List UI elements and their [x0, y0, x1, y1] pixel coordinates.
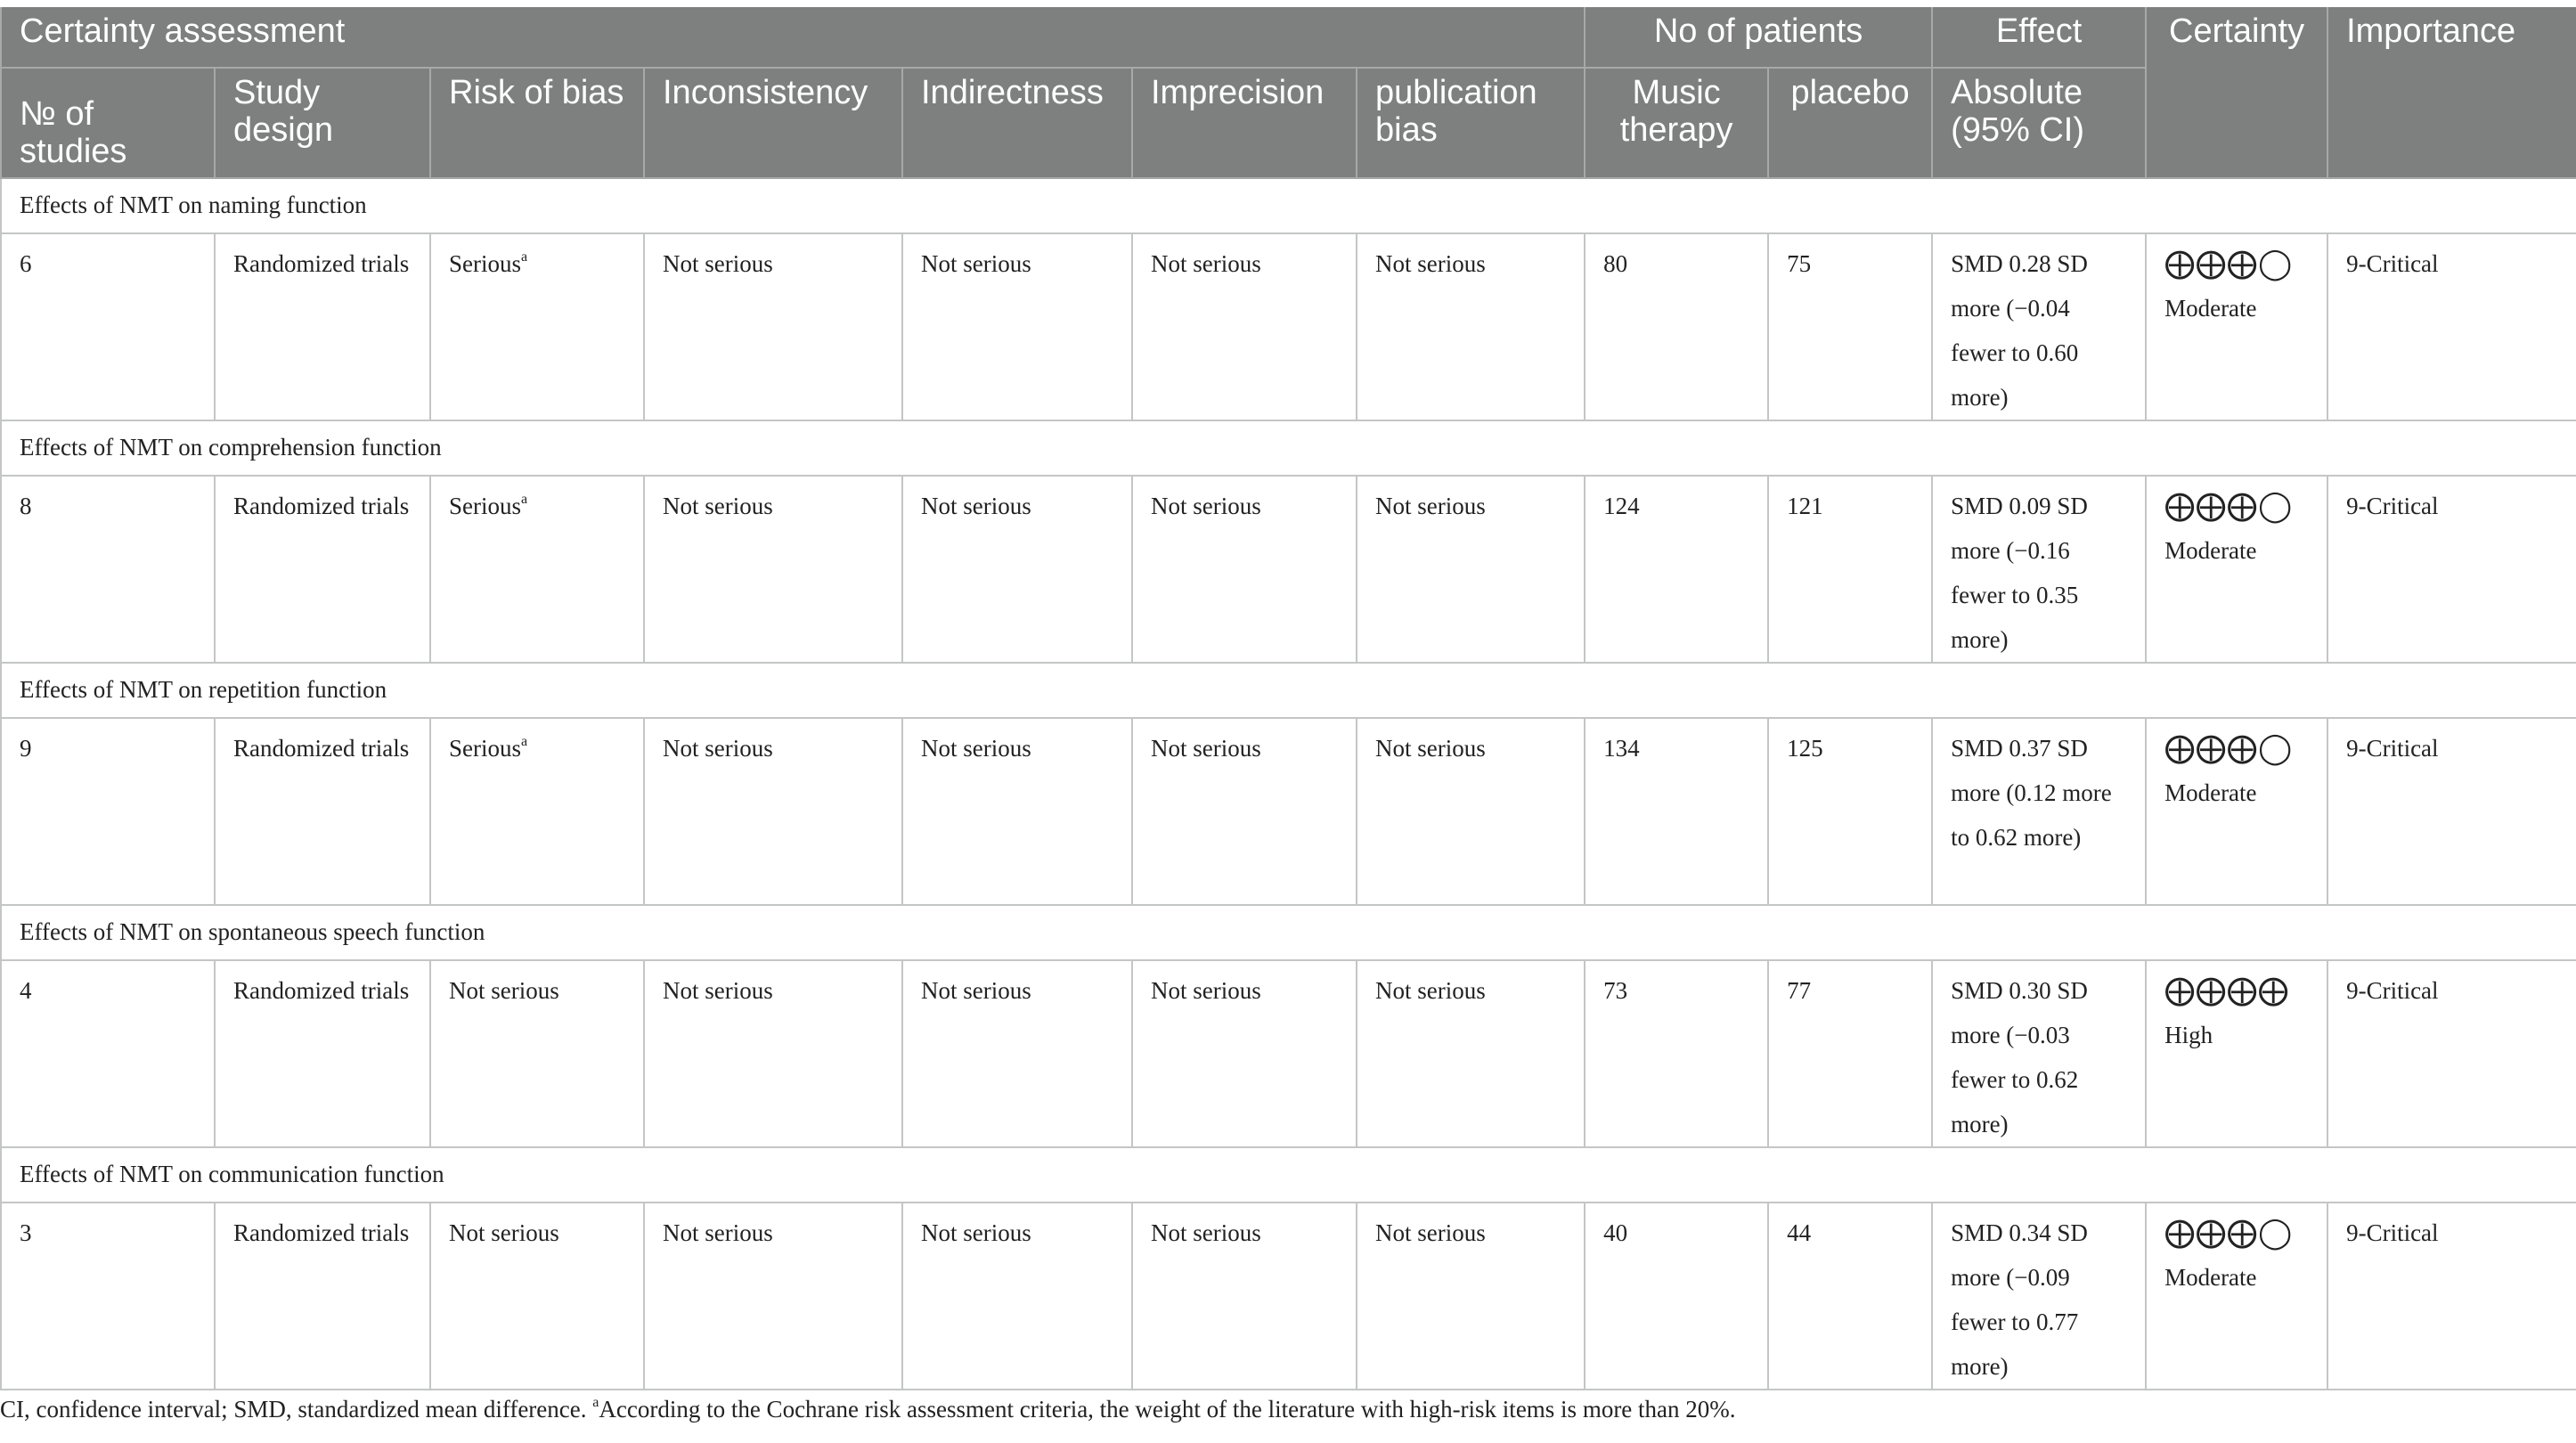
header-no-of-studies: № of studies — [1, 68, 215, 178]
cell-certainty — [2146, 476, 2327, 663]
header-music-therapy: Music therapy — [1585, 68, 1768, 178]
risk-of-bias-footnote-marker: a — [521, 249, 528, 265]
header-indirectness: Indirectness — [902, 68, 1132, 178]
cell-risk-of-bias — [430, 960, 644, 1147]
cell-music-therapy: 124 — [1585, 476, 1768, 663]
cell-importance: 9-Critical — [2327, 1202, 2576, 1390]
header-inconsistency: Inconsistency — [644, 68, 902, 178]
section-title: Effects of NMT on communication function — [1, 1147, 2576, 1202]
cell-placebo: 44 — [1768, 1202, 1932, 1390]
cell-risk-of-bias — [430, 476, 644, 663]
certainty-rating-icon: ⨁⨁⨁◯ — [2164, 246, 2294, 281]
risk-of-bias-value: Not serious — [449, 977, 559, 1004]
risk-of-bias-value: Serious — [449, 250, 521, 277]
cell-certainty — [2146, 233, 2327, 420]
cell-indirectness: Not serious — [902, 960, 1132, 1147]
header-importance: Importance — [2327, 7, 2576, 178]
cell-placebo: 75 — [1768, 233, 1932, 420]
table-row — [1, 476, 2576, 663]
cell-imprecision: Not serious — [1132, 233, 1357, 420]
header-imprecision: Imprecision — [1132, 68, 1357, 178]
certainty-rating-icon: ⨁⨁⨁◯ — [2164, 730, 2294, 766]
section-row — [1, 905, 2576, 960]
section-row — [1, 178, 2576, 233]
cell-no-of-studies: 4 — [1, 960, 215, 1147]
cell-placebo: 125 — [1768, 718, 1932, 905]
certainty-label: High — [2164, 1022, 2213, 1048]
cell-music-therapy: 73 — [1585, 960, 1768, 1147]
certainty-rating-icon: ⨁⨁⨁◯ — [2164, 488, 2294, 524]
cell-music-therapy: 40 — [1585, 1202, 1768, 1390]
cell-risk-of-bias — [430, 233, 644, 420]
cell-study-design: Randomized trials — [215, 960, 430, 1147]
grade-evidence-table — [0, 7, 2576, 1390]
cell-no-of-studies: 3 — [1, 1202, 215, 1390]
cell-certainty — [2146, 960, 2327, 1147]
cell-imprecision: Not serious — [1132, 960, 1357, 1147]
cell-inconsistency: Not serious — [644, 1202, 902, 1390]
cell-study-design: Randomized trials — [215, 718, 430, 905]
table-row — [1, 1202, 2576, 1390]
header-publication-bias: publication bias — [1357, 68, 1585, 178]
header-study-design: Study design — [215, 68, 430, 178]
table-row — [1, 960, 2576, 1147]
section-title: Effects of NMT on repetition function — [1, 663, 2576, 718]
cell-publication-bias: Not serious — [1357, 233, 1585, 420]
cell-risk-of-bias — [430, 1202, 644, 1390]
section-row — [1, 1147, 2576, 1202]
cell-absolute-effect: SMD 0.09 SD more (−0.16 fewer to 0.35 more) — [1932, 476, 2146, 663]
cell-indirectness: Not serious — [902, 476, 1132, 663]
section-row — [1, 420, 2576, 476]
header-no-of-patients: No of patients — [1585, 7, 1932, 68]
cell-study-design: Randomized trials — [215, 233, 430, 420]
cell-publication-bias: Not serious — [1357, 1202, 1585, 1390]
cell-publication-bias: Not serious — [1357, 960, 1585, 1147]
cell-study-design: Randomized trials — [215, 1202, 430, 1390]
cell-importance: 9-Critical — [2327, 233, 2576, 420]
cell-no-of-studies: 6 — [1, 233, 215, 420]
header-certainty-assessment: Certainty assessment — [1, 7, 1585, 68]
certainty-label: Moderate — [2164, 779, 2257, 806]
cell-music-therapy: 80 — [1585, 233, 1768, 420]
risk-of-bias-footnote-marker: a — [521, 492, 528, 507]
cell-importance: 9-Critical — [2327, 718, 2576, 905]
cell-inconsistency: Not serious — [644, 476, 902, 663]
header-certainty: Certainty — [2146, 7, 2327, 178]
risk-of-bias-value: Serious — [449, 493, 521, 519]
risk-of-bias-value: Not serious — [449, 1219, 559, 1246]
cell-placebo: 77 — [1768, 960, 1932, 1147]
certainty-label: Moderate — [2164, 1264, 2257, 1291]
certainty-rating-icon: ⨁⨁⨁◯ — [2164, 1215, 2294, 1251]
cell-imprecision: Not serious — [1132, 1202, 1357, 1390]
cell-music-therapy: 134 — [1585, 718, 1768, 905]
cell-inconsistency: Not serious — [644, 233, 902, 420]
cell-no-of-studies: 9 — [1, 718, 215, 905]
cell-indirectness: Not serious — [902, 718, 1132, 905]
header-placebo: placebo — [1768, 68, 1932, 178]
footnote-abbreviations: CI, confidence interval; SMD, standardized mean difference. — [0, 1396, 593, 1423]
cell-absolute-effect: SMD 0.34 SD more (−0.09 fewer to 0.77 more) — [1932, 1202, 2146, 1390]
section-title: Effects of NMT on spontaneous speech function — [1, 905, 2576, 960]
cell-absolute-effect: SMD 0.30 SD more (−0.03 fewer to 0.62 more) — [1932, 960, 2146, 1147]
section-title: Effects of NMT on naming function — [1, 178, 2576, 233]
cell-imprecision: Not serious — [1132, 718, 1357, 905]
cell-placebo: 121 — [1768, 476, 1932, 663]
cell-publication-bias: Not serious — [1357, 718, 1585, 905]
cell-imprecision: Not serious — [1132, 476, 1357, 663]
certainty-rating-icon: ⨁⨁⨁⨁ — [2164, 973, 2290, 1008]
cell-no-of-studies: 8 — [1, 476, 215, 663]
cell-study-design: Randomized trials — [215, 476, 430, 663]
section-row — [1, 663, 2576, 718]
cell-absolute-effect: SMD 0.28 SD more (−0.04 fewer to 0.60 more) — [1932, 233, 2146, 420]
header-absolute: Absolute (95% CI) — [1932, 68, 2146, 178]
cell-importance: 9-Critical — [2327, 476, 2576, 663]
cell-inconsistency: Not serious — [644, 960, 902, 1147]
table-footnote — [0, 1393, 2576, 1425]
cell-risk-of-bias — [430, 718, 644, 905]
footnote-marker: a — [592, 1395, 599, 1410]
risk-of-bias-value: Serious — [449, 735, 521, 762]
header-row-top — [1, 7, 2576, 68]
section-title: Effects of NMT on comprehension function — [1, 420, 2576, 476]
cell-absolute-effect: SMD 0.37 SD more (0.12 more to 0.62 more) — [1932, 718, 2146, 905]
header-effect: Effect — [1932, 7, 2146, 68]
table-row — [1, 718, 2576, 905]
cell-indirectness: Not serious — [902, 1202, 1132, 1390]
cell-indirectness: Not serious — [902, 233, 1132, 420]
footnote-criteria: According to the Cochrane risk assessment criteria, the weight of the literature with high-risk items is more than 20%. — [599, 1396, 1736, 1423]
cell-publication-bias: Not serious — [1357, 476, 1585, 663]
cell-importance: 9-Critical — [2327, 960, 2576, 1147]
certainty-label: Moderate — [2164, 295, 2257, 322]
table-row — [1, 233, 2576, 420]
certainty-label: Moderate — [2164, 537, 2257, 564]
header-risk-of-bias: Risk of bias — [430, 68, 644, 178]
cell-inconsistency: Not serious — [644, 718, 902, 905]
cell-certainty — [2146, 1202, 2327, 1390]
table-body — [1, 178, 2576, 1390]
risk-of-bias-footnote-marker: a — [521, 734, 528, 749]
cell-certainty — [2146, 718, 2327, 905]
